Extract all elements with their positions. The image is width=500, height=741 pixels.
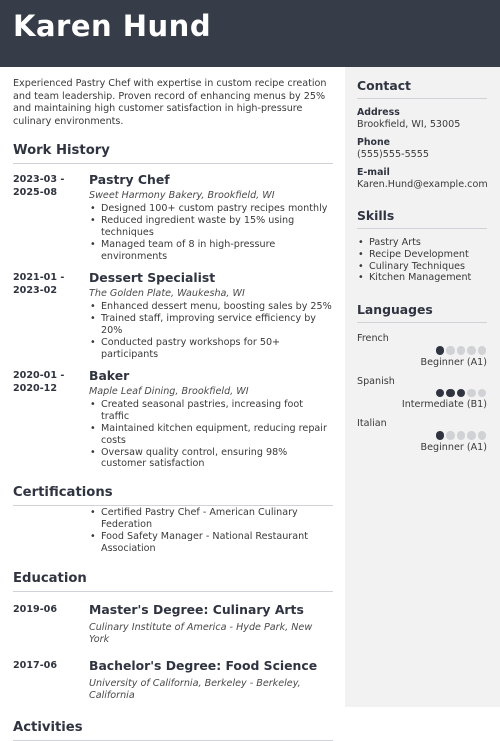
education-entry	[13, 602, 333, 646]
address-label: Address	[357, 107, 400, 118]
work-entry	[13, 172, 333, 262]
proficiency-dot	[478, 389, 487, 398]
education-title: Education	[13, 571, 333, 592]
skills-list	[357, 237, 487, 284]
work-history-title: Work History	[13, 143, 333, 164]
degree-title: Master's Degree: Culinary Arts	[89, 602, 304, 618]
duty-item: • Designed 100+ custom pastry recipes monthly	[89, 203, 333, 215]
proficiency-dot	[446, 346, 455, 355]
education-list	[13, 602, 333, 702]
work-history-section	[13, 143, 333, 470]
summary-text: Experienced Pastry Chef with expertise in custom recipe creation and team leadership. Proven record of enhancing menus by 25% and maintaining high customer satisfaction in high-pressure culinary environments.	[13, 78, 327, 127]
duty-item: • Reduced ingredient waste by 15% using techniques	[89, 215, 333, 239]
school-name: Culinary Institute of America - Hyde Park, New York	[89, 622, 313, 646]
job-title: Baker	[89, 368, 130, 384]
employer: Maple Leaf Dining, Brookfield, WI	[89, 386, 249, 398]
candidate-name: Karen Hund	[13, 9, 212, 43]
language-level: Beginner (A1)	[420, 441, 487, 453]
work-body	[89, 172, 333, 262]
activities-section	[13, 720, 333, 741]
language-name: French	[357, 333, 389, 345]
language-level: Beginner (A1)	[420, 356, 487, 368]
proficiency-dots	[357, 431, 487, 440]
proficiency-dot	[467, 346, 476, 355]
duty-item: • Created seasonal pastries, increasing foot traffic	[89, 399, 333, 423]
certification-item: • Food Safety Manager - National Restaurant Association	[89, 531, 333, 555]
degree-title: Bachelor's Degree: Food Science	[89, 658, 318, 674]
skill-item: • Pastry Arts	[357, 237, 487, 249]
language-entry	[357, 418, 487, 453]
contact-title: Contact	[357, 78, 487, 99]
main-column	[13, 78, 333, 741]
proficiency-dot	[467, 431, 476, 440]
employer: Sweet Harmony Bakery, Brookfield, WI	[89, 190, 275, 202]
email-value: Karen.Hund@example.com	[357, 179, 488, 190]
education-date: 2019-06	[13, 604, 58, 616]
phone-label: Phone	[357, 137, 391, 148]
languages-title: Languages	[357, 302, 487, 323]
work-body	[89, 368, 333, 470]
education-date: 2017-06	[13, 660, 58, 672]
proficiency-dot	[446, 389, 455, 398]
language-level: Intermediate (B1)	[401, 399, 487, 411]
education-section	[13, 571, 333, 702]
education-body	[89, 602, 333, 646]
proficiency-dot	[478, 431, 487, 440]
duty-item: • Enhanced dessert menu, boosting sales by 25%	[89, 301, 333, 313]
sidebar-column	[357, 78, 487, 453]
job-title: Dessert Specialist	[89, 270, 216, 286]
skill-item: • Culinary Techniques	[357, 261, 487, 273]
address-value: Brookfield, WI, 53005	[357, 119, 461, 130]
proficiency-dot	[457, 431, 466, 440]
duty-item: • Maintained kitchen equipment, reducing repair costs	[89, 423, 333, 447]
work-entry	[13, 270, 333, 360]
employer: The Golden Plate, Waukesha, WI	[89, 288, 245, 300]
resume-header	[0, 0, 500, 67]
proficiency-dots	[357, 346, 487, 355]
email-label: E-mail	[357, 167, 390, 178]
proficiency-dot	[457, 346, 466, 355]
phone-value: (555)555-5555	[357, 149, 429, 160]
job-title: Pastry Chef	[89, 172, 170, 188]
work-date: 2021-01 - 2023-02	[13, 272, 65, 296]
work-date: 2020-01 - 2020-12	[13, 370, 65, 394]
work-body	[89, 270, 333, 360]
proficiency-dots	[357, 389, 487, 398]
work-date: 2023-03 - 2025-08	[13, 174, 65, 198]
duty-item: • Oversaw quality control, ensuring 98% customer satisfaction	[89, 447, 333, 471]
certifications-section	[13, 485, 333, 554]
education-body	[89, 658, 333, 702]
proficiency-dot	[478, 346, 487, 355]
proficiency-dot	[436, 431, 445, 440]
activities-title: Activities	[13, 720, 333, 741]
languages-list	[357, 333, 487, 453]
skill-item: • Recipe Development	[357, 249, 487, 261]
duty-item: • Trained staff, improving service efficiency by 20%	[89, 313, 333, 337]
duty-item: • Conducted pastry workshops for 50+ participants	[89, 337, 333, 361]
proficiency-dot	[467, 389, 476, 398]
language-entry	[357, 376, 487, 411]
job-duties	[89, 399, 333, 470]
skill-item: • Kitchen Management	[357, 272, 487, 284]
language-name: Spanish	[357, 375, 395, 387]
certifications-list	[89, 507, 333, 554]
job-duties	[89, 301, 333, 360]
proficiency-dot	[446, 431, 455, 440]
certification-item: • Certified Pastry Chef - American Culinary Federation	[89, 507, 333, 531]
job-duties	[89, 203, 333, 262]
certifications-title: Certifications	[13, 485, 333, 506]
duty-item: • Managed team of 8 in high-pressure environments	[89, 239, 333, 263]
language-name: Italian	[357, 418, 387, 430]
school-name: University of California, Berkeley - Berkeley, California	[89, 678, 301, 702]
work-entry	[13, 368, 333, 470]
proficiency-dot	[436, 389, 445, 398]
education-entry	[13, 658, 333, 702]
proficiency-dot	[457, 389, 466, 398]
language-entry	[357, 333, 487, 368]
skills-title: Skills	[357, 208, 487, 229]
proficiency-dot	[436, 346, 445, 355]
work-list	[13, 172, 333, 470]
